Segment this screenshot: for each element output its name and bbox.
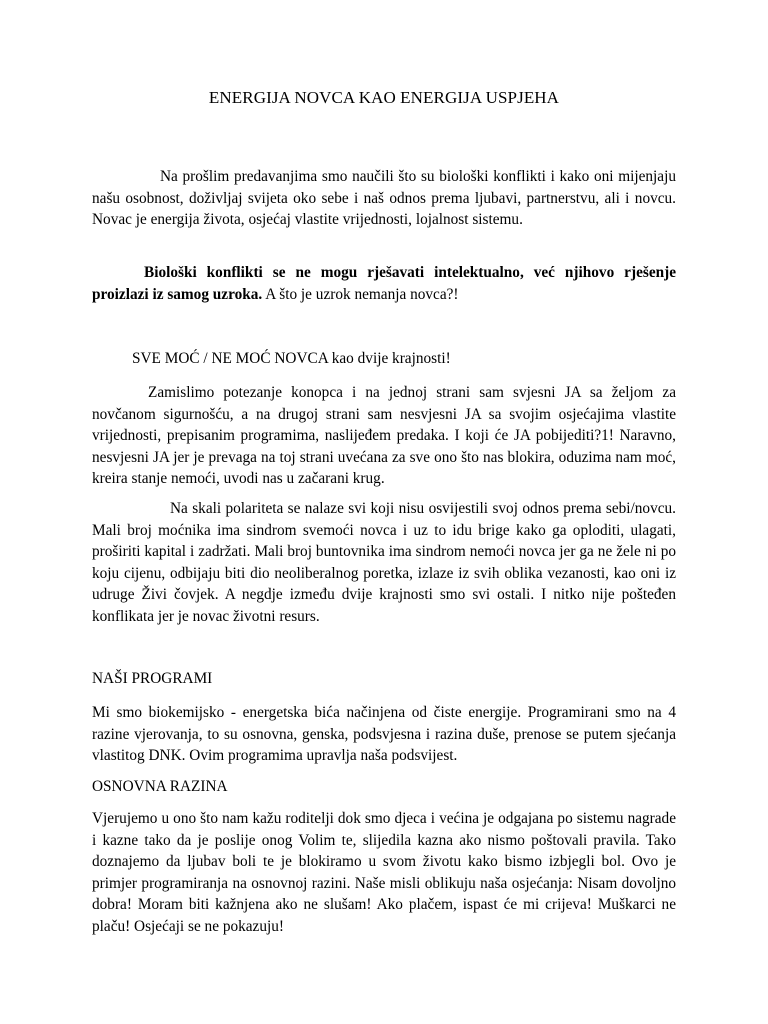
- heading-osnovna-razina: OSNOVNA RAZINA: [92, 778, 228, 795]
- paragraph-2-rest: A što je uzrok nemanja novca?!: [262, 285, 459, 303]
- paragraph-1: Na prošlim predavanjima smo naučili što su biološki konflikti i kako oni mijenjaju našu osobnost, doživljaj svijeta oko sebe i naš odnos prema ljubavi, partnerstvu, ali i novcu. Novac je energija života, osjećaj vlastite vrijednosti, lojalnost sistemu.: [92, 168, 676, 228]
- paragraph-2-bold: Biološki konflikti se ne mogu rješavati intelektualno, već njihovo rješenje proizlazi iz samog uzroka.: [92, 264, 676, 303]
- heading-sve-moc: SVE MOĆ / NE MOĆ NOVCA kao dvije krajnosti!: [132, 350, 451, 367]
- paragraph-5: Mi smo biokemijsko - energetska bića načinjena od čiste energije. Programirani smo na 4 razine vjerovanja, to su osnovna, genska, podsvjesna i razina duše, prenose se putem sjećanja vlastitog DNK. Ovim programima upravlja naša podsvijest.: [92, 704, 676, 764]
- paragraph-2: [92, 262, 676, 305]
- document-title: ENERGIJA NOVCA KAO ENERGIJA USPJEHA: [208, 88, 560, 107]
- paragraph-6: Vjerujemo u ono što nam kažu roditelji dok smo djeca i većina je odgajana po sistemu nagrade i kazne tako da je poslije onog Volim te, slijedila kazna ako nismo poštovali pravila. Tako doznajemo da ljubav boli te je blokiramo u svom životu kako bismo izbjegli bol. Ovo je primjer programiranja na osnovnoj razini. Naše misli oblikuju naša osjećanja: Nisam dovoljno dobra! Moram biti kažnjena ako ne slušam! Ako plačem, ispast će mi crijeva! Muškarci ne plaču! Osjećaji se ne pokazuju!: [92, 810, 676, 935]
- heading-nasi-programi: NAŠI PROGRAMI: [92, 670, 213, 687]
- paragraph-4: Na skali polariteta se nalaze svi koji nisu osvijestili svoj odnos prema sebi/novcu. Mali broj moćnika ima sindrom svemoći novca i uz to idu brige kako ga oploditi, ulagati, proširiti kapital i zadržati. Mali broj buntovnika ima sindrom nemoći novca jer ga ne žele ni po koju cijenu, odbijaju biti dio neoliberalnog poretka, izlaze iz svih oblika vezanosti, kao oni iz udruge Živi čovjek. A negdje između dvije krajnosti smo svi ostali. I nitko nije pošteđen konflikata jer je novac životni resurs.: [92, 500, 676, 625]
- paragraph-3: Zamislimo potezanje konopca i na jednoj strani sam svjesni JA sa željom za novčanom sigurnošću, a na drugoj strani sam nesvjesni JA sa svojim osjećajima vlastite vrijednosti, prepisanim programima, naslijeđem predaka. I koji će JA pobijediti?1! Naravno, nesvjesni JA jer je prevaga na toj strani uvećana za sve ono što nas blokira, oduzima nam moć, kreira stanje nemoći, uvodi nas u začarani krug.: [92, 384, 676, 487]
